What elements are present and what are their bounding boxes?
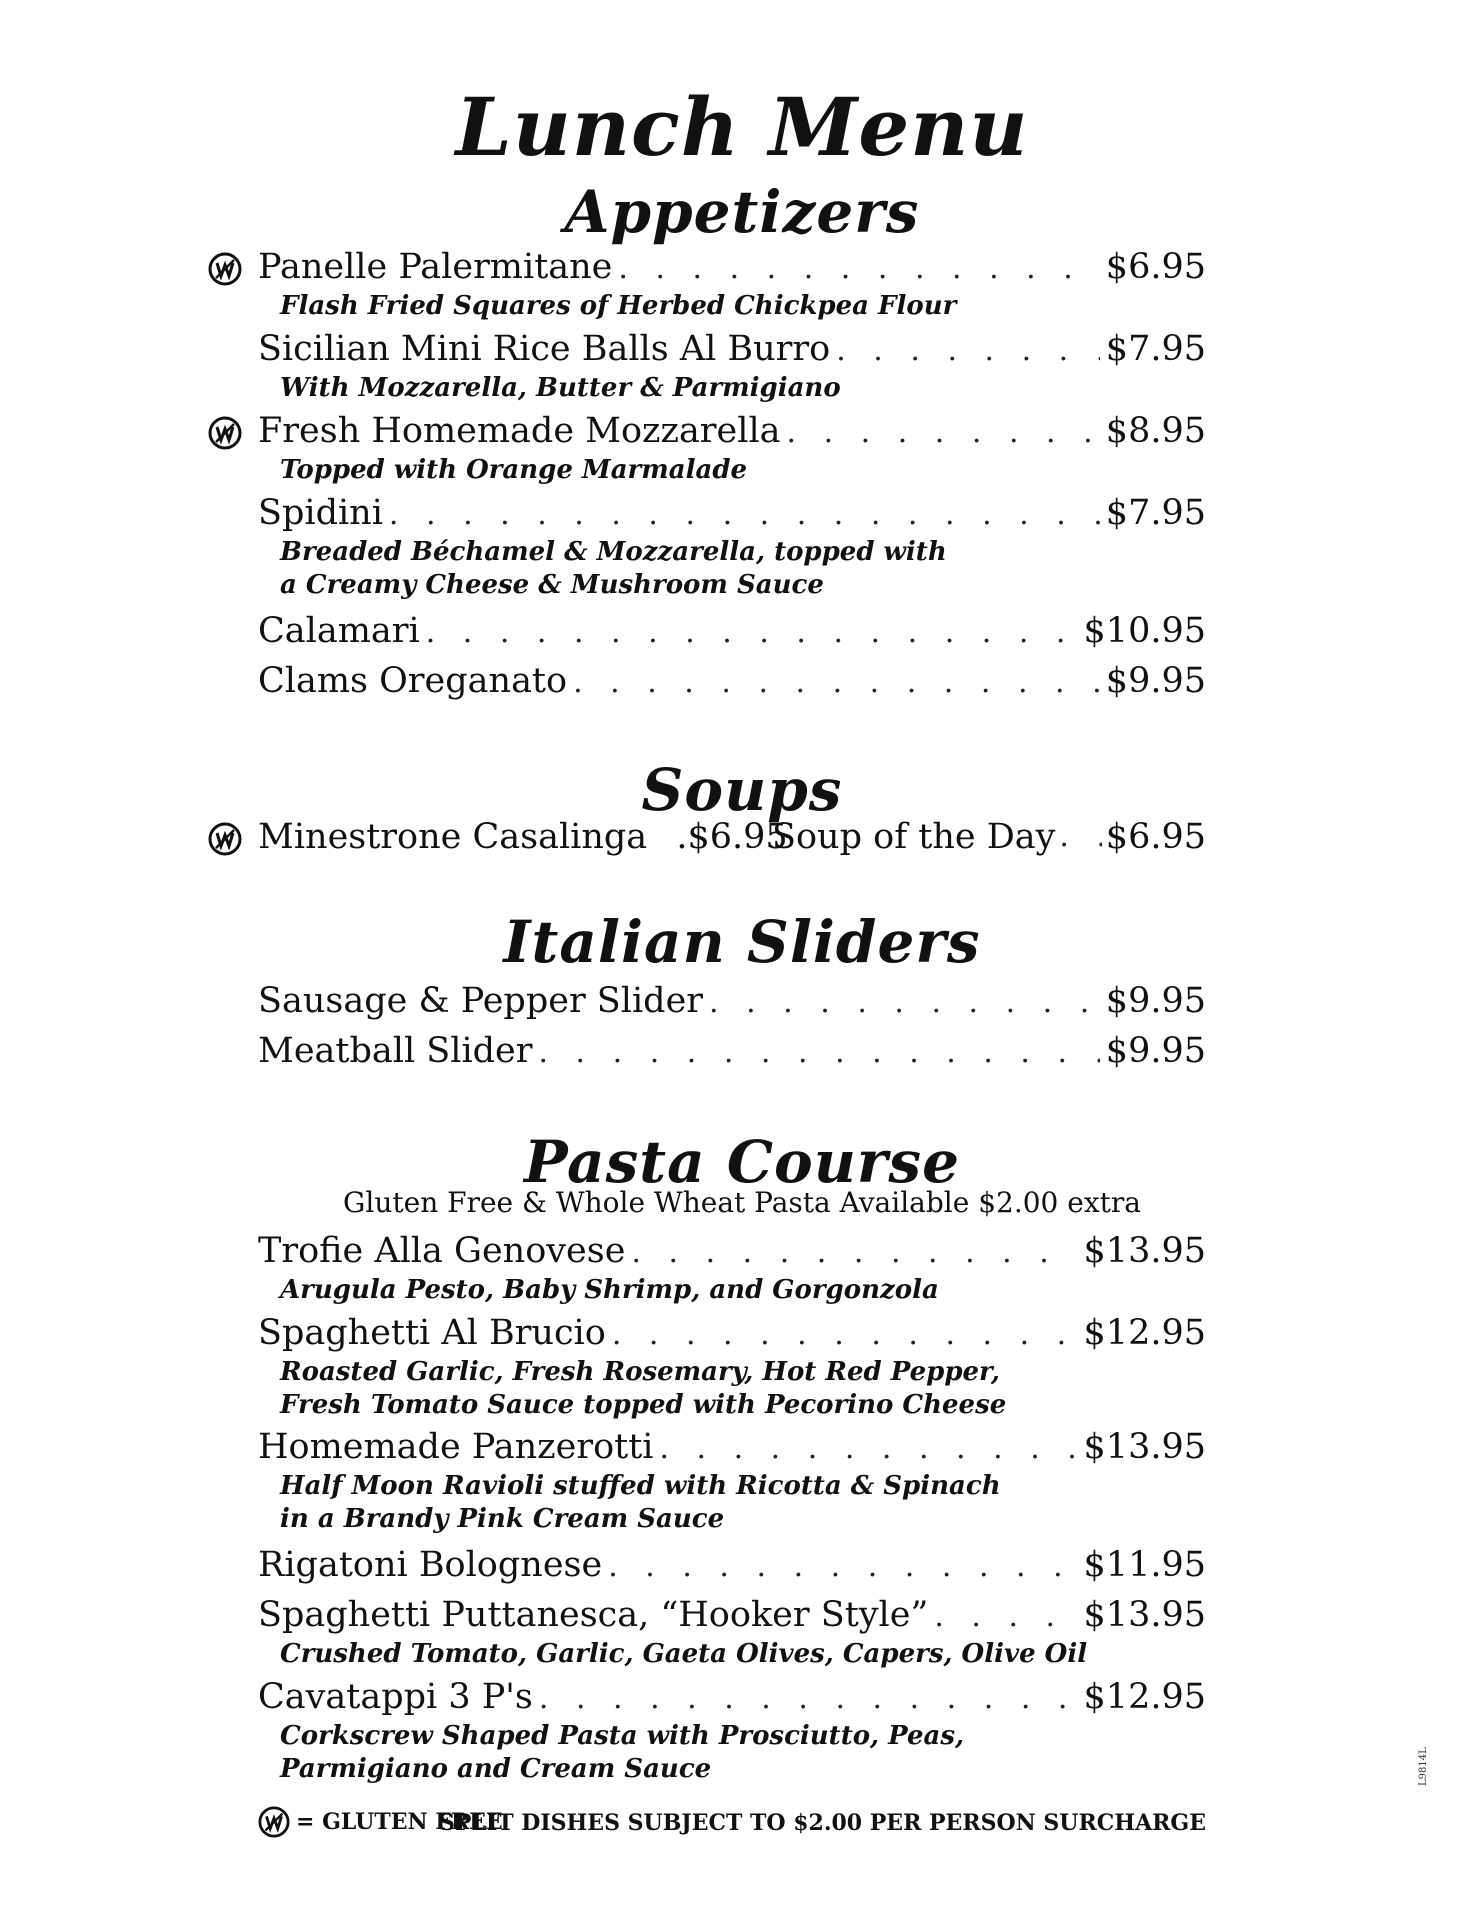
menu-item: [258, 610, 1206, 654]
dot-leader: [787, 412, 1100, 454]
menu-item: [258, 1426, 1206, 1536]
dot-leader: [709, 982, 1100, 1024]
item-name: Spidini: [258, 493, 383, 533]
item-description: Crushed Tomato, Garlic, Gaeta Olives, Capers, Olive Oil: [280, 1639, 1088, 1669]
item-price: $13.95: [1083, 1231, 1206, 1271]
item-price: $9.95: [1105, 661, 1206, 701]
item-price: $9.95: [1105, 981, 1206, 1021]
item-description: Corkscrew Shaped Pasta with Prosciutto, Peas,: [280, 1721, 965, 1751]
item-name: Meatball Slider: [258, 1031, 533, 1071]
gluten-free-icon: [208, 416, 242, 450]
item-name: Sicilian Mini Rice Balls Al Burro: [258, 329, 831, 369]
dot-leader: [539, 1678, 1078, 1720]
menu-item: [258, 980, 1206, 1024]
dot-leader: [573, 662, 1100, 704]
dot-leader: [631, 1232, 1077, 1274]
menu-item: [258, 1676, 1206, 1786]
item-price: $13.95: [1083, 1595, 1206, 1635]
item-description: Fresh Tomato Sauce topped with Pecorino Cheese: [280, 1390, 1007, 1420]
soups-heading: Soups: [641, 756, 843, 824]
item-price: $11.95: [1083, 1545, 1206, 1585]
item-description: Arugula Pesto, Baby Shrimp, and Gorgonzola: [280, 1275, 939, 1305]
menu-item: [258, 1030, 1206, 1074]
item-price: $13.95: [1083, 1427, 1206, 1467]
pasta-heading: Pasta Course: [524, 1128, 960, 1196]
surcharge-note: SPLIT DISHES SUBJECT TO $2.00 PER PERSON SURCHARGE: [439, 1810, 1206, 1836]
item-name: Panelle Palermitane: [258, 247, 613, 287]
item-name: Trofie Alla Genovese: [258, 1231, 626, 1271]
print-code: L9814L: [1418, 1747, 1429, 1786]
item-name: Clams Oreganato: [258, 661, 568, 701]
dot-leader: [659, 1428, 1077, 1470]
dot-leader: [426, 612, 1078, 654]
item-name: Spaghetti Al Brucio: [258, 1313, 606, 1353]
item-name: Rigatoni Bolognese: [258, 1545, 603, 1585]
item-price: $6.95: [1105, 247, 1206, 287]
item-description: Topped with Orange Marmalade: [280, 455, 748, 485]
menu-item: [258, 246, 1206, 323]
legend-text: = GLUTEN FREE: [296, 1809, 503, 1835]
menu-item: [258, 410, 1206, 487]
menu-item: [258, 1312, 1206, 1422]
item-description: With Mozzarella, Butter & Parmigiano: [280, 373, 841, 403]
item-price: $10.95: [1083, 611, 1206, 651]
dot-leader: [934, 1596, 1077, 1638]
menu-item: [258, 1594, 1206, 1671]
appetizers-heading: Appetizers: [564, 178, 920, 246]
item-price: $7.95: [1105, 493, 1206, 533]
item-description: Parmigiano and Cream Sauce: [280, 1754, 712, 1784]
menu-item: [258, 492, 1206, 602]
menu-item: [258, 1230, 1206, 1307]
soup-price: .$6.95: [676, 817, 788, 857]
dot-leader: [618, 248, 1099, 290]
item-name: Sausage & Pepper Slider: [258, 981, 704, 1021]
sliders-heading: Italian Sliders: [503, 908, 981, 976]
soup-of-the-day: [772, 816, 1206, 858]
pasta-note: Gluten Free & Whole Wheat Pasta Available $2.00 extra: [343, 1186, 1141, 1219]
menu-item: [258, 660, 1206, 704]
dot-leader: [538, 1032, 1099, 1074]
item-name: Spaghetti Puttanesca, “Hooker Style”: [258, 1595, 929, 1635]
item-name: Cavatappi 3 P's: [258, 1677, 533, 1717]
item-price: $8.95: [1105, 411, 1206, 451]
item-price: $12.95: [1083, 1313, 1206, 1353]
menu-title: Lunch Menu: [455, 80, 1029, 174]
menu-item: [258, 1544, 1206, 1588]
gluten-free-icon: [258, 1806, 290, 1838]
item-description: Roasted Garlic, Fresh Rosemary, Hot Red Pepper,: [280, 1357, 1000, 1387]
dot-leader: [608, 1546, 1077, 1588]
item-price: $9.95: [1105, 1031, 1206, 1071]
dot-leader: [612, 1314, 1078, 1356]
dot-leader: [1059, 816, 1101, 858]
item-price: $12.95: [1083, 1677, 1206, 1717]
gluten-free-icon: [208, 252, 242, 286]
item-name: Fresh Homemade Mozzarella: [258, 411, 781, 451]
item-description: Flash Fried Squares of Herbed Chickpea Flour: [280, 291, 957, 321]
item-price: $7.95: [1105, 329, 1206, 369]
menu-item: [258, 328, 1206, 405]
item-description: in a Brandy Pink Cream Sauce: [280, 1504, 725, 1534]
item-name: Homemade Panzerotti: [258, 1427, 654, 1467]
item-name: Calamari: [258, 611, 420, 651]
soup-name: Soup of the Day: [772, 817, 1056, 857]
gluten-free-icon: [208, 822, 242, 856]
item-description: Breaded Béchamel & Mozzarella, topped with: [280, 537, 947, 567]
item-description: a Creamy Cheese & Mushroom Sauce: [280, 570, 824, 600]
dot-leader: [836, 330, 1100, 372]
soup-price: $6.95: [1105, 817, 1206, 857]
soup-name: Minestrone Casalinga: [258, 817, 648, 857]
dot-leader: [389, 494, 1100, 536]
soups-row: [258, 816, 1206, 858]
item-description: Half Moon Ravioli stuffed with Ricotta & Spinach: [280, 1471, 1001, 1501]
